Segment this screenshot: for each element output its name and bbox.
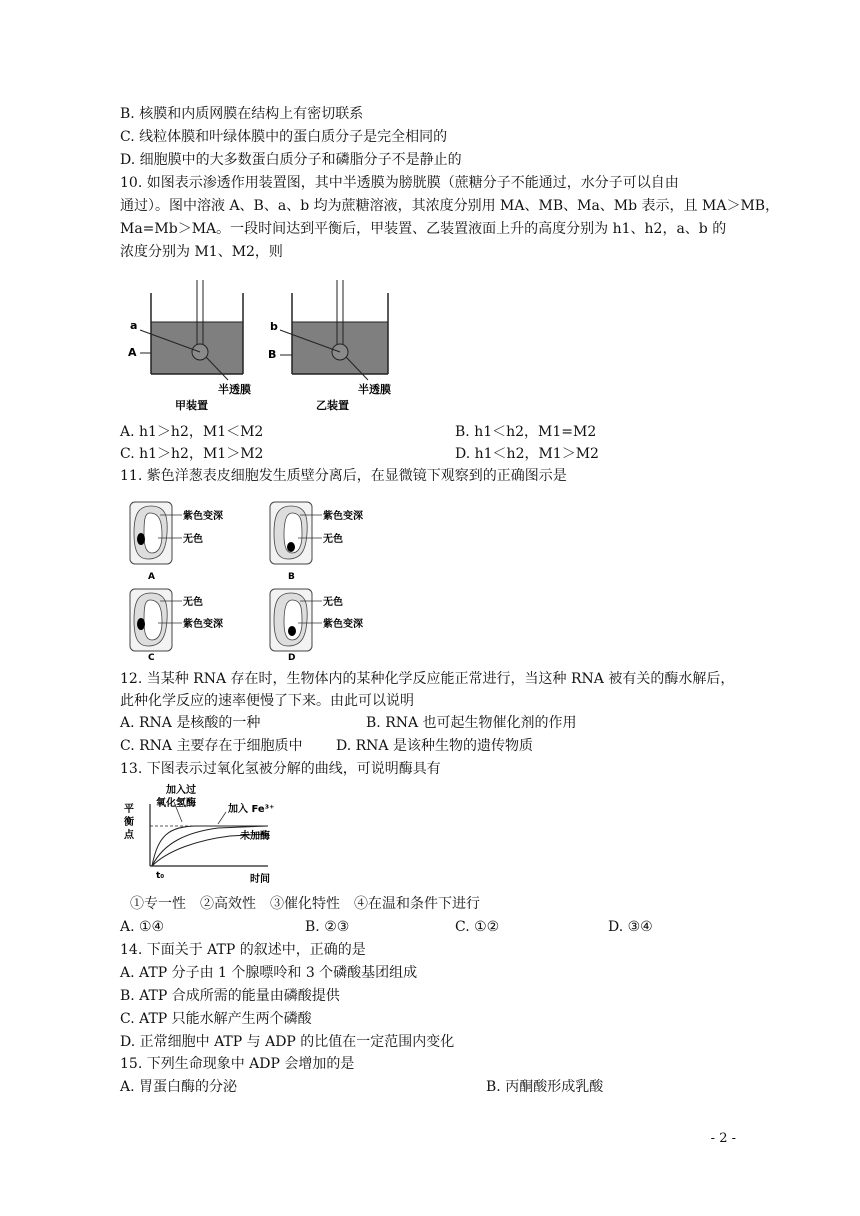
jia-membrane-label: 半透膜 [218,383,251,396]
q10-option-a: A. h1＞h2，M1＜M2 [120,424,264,440]
q12-option-a: A. RNA 是核酸的一种 [120,715,261,731]
q12-stem-line2: 此种化学反应的速率便慢了下来。由此可以说明 [120,693,414,709]
q15-option-a: A. 胃蛋白酶的分泌 [120,1079,238,1095]
q10-option-c: C. h1＞h2，M1＞M2 [120,446,264,462]
q9-option-c: C. 线粒体膜和叶绿体膜中的蛋白质分子是完全相同的 [120,129,448,145]
label-fe3: 加入 Fe³⁺ [228,804,275,815]
cell-b [270,502,363,582]
yi-membrane-label: 半透膜 [358,383,391,396]
y-label-char2: 衡 [124,817,134,828]
label-catalase-line1: 加入过 [166,785,196,796]
q14-option-a: A. ATP 分子由 1 个腺嘌呤和 3 个磷酸基团组成 [120,965,418,981]
q10-stem-line3: Ma=Mb＞MA。一段时间达到平衡后，甲装置、乙装置液面上升的高度分别为 h1、h2，a、b 的 [120,221,727,237]
q11-stem: 11. 紫色洋葱表皮细胞发生质壁分离后，在显微镜下观察到的正确图示是 [120,468,567,484]
cell-d-top-label: 无色 [323,597,343,608]
page-number: - 2 - [710,1131,736,1146]
q13-option-a: A. ①④ [120,919,165,935]
x-axis-label: 时间 [250,874,270,885]
cell-a [130,502,223,582]
cell-d-bottom-label: 紫色变深 [323,619,363,630]
q12-stem-line1: 12. 当某种 RNA 存在时，生物体内的某种化学反应能正常进行，当这种 RNA 被有关的酶水解后， [120,671,735,687]
y-label-char1: 平 [124,804,134,815]
yi-caption: 乙装置 [316,399,349,412]
cell-d-nucleus [288,626,296,636]
cell-a-nucleus [137,533,145,545]
cell-a-top-label: 紫色变深 [183,511,223,522]
plasmolysis-cells-figure [120,497,380,662]
label-catalase-line2: 氧化氢酶 [156,798,196,809]
yi-label-small: b [270,320,278,333]
cell-c-bottom-label: 紫色变深 [183,619,223,630]
q13-stem: 13. 下图表示过氧化氢被分解的曲线，可说明酶具有 [120,761,441,777]
cell-b-bottom-label: 无色 [323,534,343,545]
q10-option-d: D. h1＜h2，M1＞M2 [455,446,599,462]
cell-a-bottom-label: 无色 [183,534,203,545]
q13-option-d: D. ③④ [608,919,653,935]
cell-c-letter: C [148,653,155,662]
q10-stem-line4: 浓度分别为 M1、M2，则 [120,244,283,260]
q14-option-d: D. 正常细胞中 ATP 与 ADP 的比值在一定范围内变化 [120,1034,455,1050]
yi-label-big: B [268,348,277,361]
h2o2-decomposition-graph [118,782,298,888]
q10-stem-line1: 10. 如图表示渗透作用装置图，其中半透膜为膀胱膜（蔗糖分子不能通过，水分子可以自由 [120,175,679,191]
jia-label-big: A [128,346,137,359]
cell-b-nucleus [287,542,295,552]
cell-c [130,589,223,662]
jia-device [128,280,251,412]
q9-option-b: B. 核膜和内质网膜在结构上有密切联系 [120,106,364,122]
cell-d-letter: D [288,653,296,662]
osmosis-apparatus-figure [120,275,420,415]
label-no-enzyme: 未加酶 [240,831,270,842]
jia-caption: 甲装置 [175,399,208,412]
q13-option-b: B. ②③ [305,919,350,935]
cell-b-top-label: 紫色变深 [323,511,363,522]
q15-option-b: B. 丙酮酸形成乳酸 [486,1079,604,1095]
q12-option-b: B. RNA 也可起生物催化剂的作用 [366,715,577,731]
q12-option-c: C. RNA 主要存在于细胞质中 [120,738,303,754]
q14-option-c: C. ATP 只能水解产生两个磷酸 [120,1011,312,1027]
q9-option-d: D. 细胞膜中的大多数蛋白质分子和磷脂分子不是静止的 [120,152,462,168]
q12-option-d: D. RNA 是该种生物的遗传物质 [336,738,533,754]
q13-items: ①专一性 ②高效性 ③催化特性 ④在温和条件下进行 [130,896,480,912]
q13-option-c: C. ①② [455,919,500,935]
q15-stem: 15. 下列生命现象中 ADP 会增加的是 [120,1056,355,1072]
q10-option-b: B. h1＜h2，M1=M2 [455,424,597,440]
cell-b-letter: B [288,572,295,582]
cell-d [270,589,363,662]
cell-c-top-label: 无色 [183,597,203,608]
y-label-char3: 点 [124,830,134,841]
label-t0: t₀ [156,871,165,881]
jia-label-small: a [130,319,138,332]
cell-a-letter: A [148,572,155,582]
q14-option-b: B. ATP 合成所需的能量由磷酸提供 [120,988,340,1004]
q10-stem-line2: 通过）。图中溶液 A、B、a、b 均为蔗糖溶液，其浓度分别用 MA、MB、Ma、Mb 表示，且 MA＞MB， [120,198,780,214]
cell-c-nucleus [137,618,145,630]
q14-stem: 14. 下面关于 ATP 的叙述中，正确的是 [120,942,366,958]
yi-device [268,280,391,412]
